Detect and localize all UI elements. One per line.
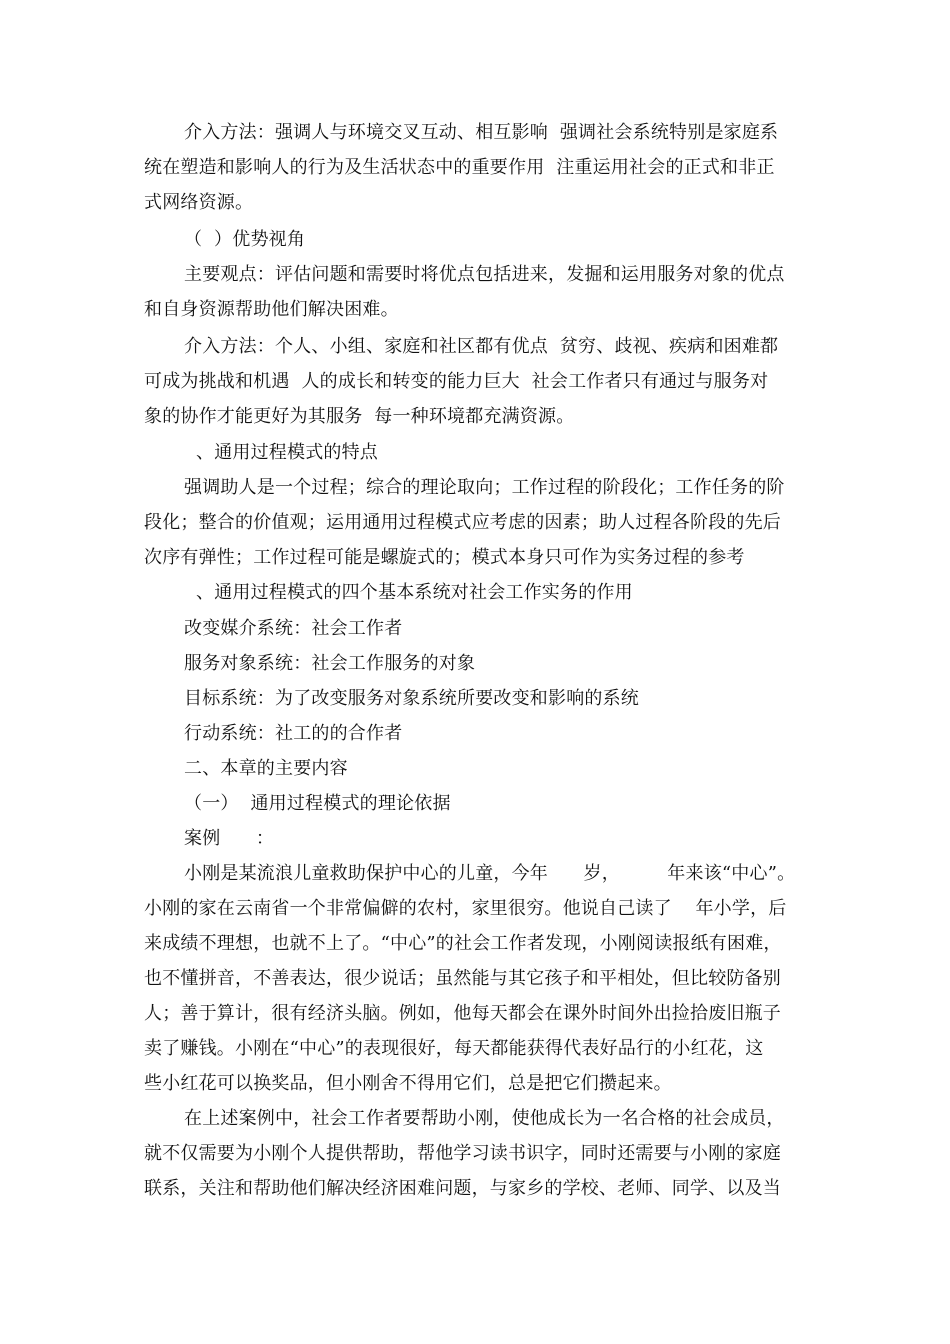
paragraph-line: 次序有弹性；工作过程可能是螺旋式的；模式本身只可作为实务过程的参考 [144, 547, 745, 568]
paragraph-line: 段化；整合的价值观；运用通用过程模式应考虑的因素；助人过程各阶段的先后 [144, 512, 781, 533]
paragraph-line: 联系，关注和帮助他们解决经济困难问题，与家乡的学校、老师、同学、以及当 [144, 1178, 781, 1199]
paragraph-line: 介入方法：个人、小组、家庭和社区都有优点 贫穷、歧视、疾病和困难都 [184, 336, 779, 357]
paragraph-line: 来成绩不理想，也就不上了。“中心”的社会工作者发现，小刚阅读报纸有困难， [144, 933, 782, 954]
paragraph-line: 卖了赚钱。小刚在“中心”的表现很好，每天都能获得代表好品行的小红花，这 [144, 1038, 764, 1059]
section-heading: 、通用过程模式的特点 [196, 442, 378, 463]
list-item: 服务对象系统：社会工作服务的对象 [184, 653, 476, 674]
paragraph-line: 就不仅需要为小刚个人提供帮助，帮他学习读书识字，同时还需要与小刚的家庭 [144, 1143, 781, 1164]
section-heading: 、通用过程模式的四个基本系统对社会工作实务的作用 [196, 582, 633, 603]
chapter-heading: 二、本章的主要内容 [184, 758, 348, 779]
paragraph-line: 些小红花可以换奖品，但小刚舍不得用它们，总是把它们攒起来。 [144, 1073, 672, 1094]
paragraph-line: 统在塑造和影响人的行为及生活状态中的重要作用 注重运用社会的正式和非正 [144, 157, 775, 178]
paragraph-line: 小刚的家在云南省一个非常偏僻的农村，家里很穷。他说自己读了 年小学，后 [144, 898, 787, 919]
list-item: 目标系统：为了改变服务对象系统所要改变和影响的系统 [184, 688, 639, 709]
list-item: 行动系统：社工的的合作者 [184, 723, 403, 744]
section-heading: （一） 通用过程模式的理论依据 [184, 793, 451, 814]
paragraph-line: 也不懂拼音，不善表达，很少说话；虽然能与其它孩子和平相处，但比较防备别 [144, 968, 781, 989]
paragraph-line: 主要观点：评估问题和需要时将优点包括进来，发掘和运用服务对象的优点 [184, 264, 785, 285]
section-heading: （ ）优势视角 [184, 229, 306, 250]
paragraph-line: 介入方法：强调人与环境交叉互动、相互影响 强调社会系统特别是家庭系 [184, 122, 779, 143]
paragraph-line: 小刚是某流浪儿童救助保护中心的儿童，今年 岁， 年来该“中心”。 [184, 863, 796, 884]
paragraph-line: 象的协作才能更好为其服务 每一种环境都充满资源。 [144, 406, 575, 427]
case-label: 案例 ： [184, 828, 275, 849]
paragraph-line: 在上述案例中，社会工作者要帮助小刚，使他成长为一名合格的社会成员， [184, 1108, 785, 1129]
paragraph-line: 可成为挑战和机遇 人的成长和转变的能力巨大 社会工作者只有通过与服务对 [144, 371, 769, 392]
paragraph-line: 式网络资源。 [144, 192, 254, 213]
paragraph-line: 人；善于算计，很有经济头脑。例如，他每天都会在课外时间外出捡拾废旧瓶子 [144, 1003, 781, 1024]
paragraph-line: 强调助人是一个过程；综合的理论取向；工作过程的阶段化；工作任务的阶 [184, 477, 785, 498]
paragraph-line: 和自身资源帮助他们解决困难。 [144, 299, 399, 320]
list-item: 改变媒介系统：社会工作者 [184, 618, 403, 639]
